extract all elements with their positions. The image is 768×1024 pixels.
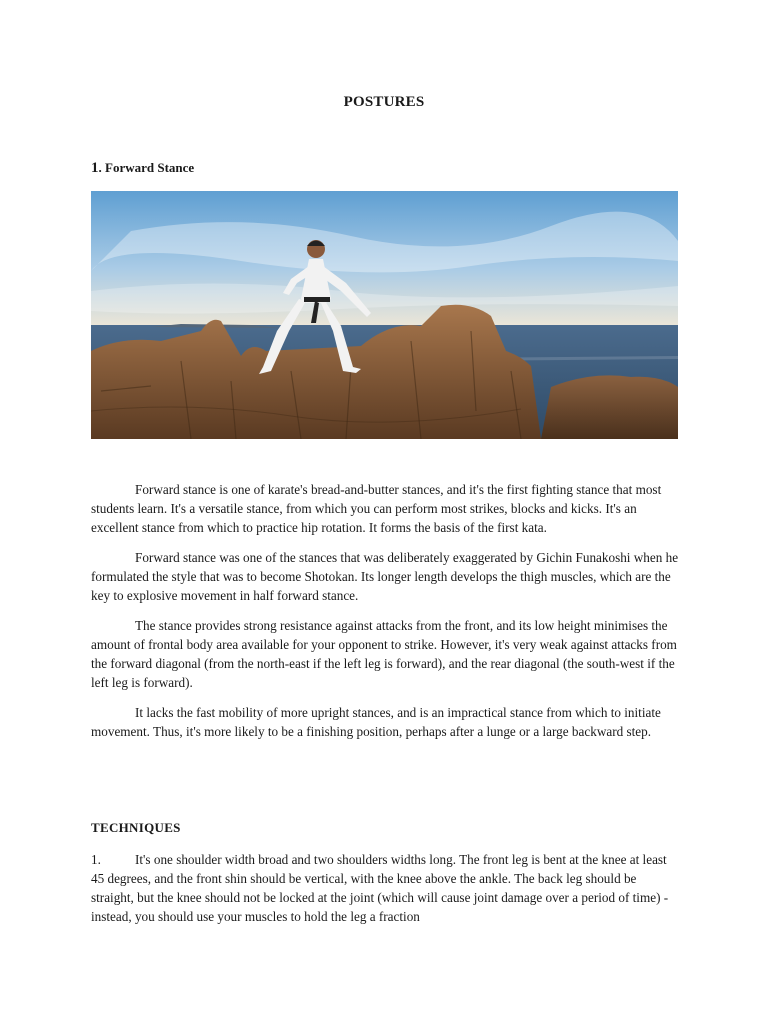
technique-number: 1. bbox=[91, 852, 101, 867]
technique-item bbox=[91, 850, 681, 926]
paragraph: It lacks the fast mobility of more upright stances, and is an impractical stance from which to initiate movement. Thus, it's more likely to be a finishing position, perhaps after a lunge or a large backward step. bbox=[91, 705, 661, 739]
section-title: Forward Stance bbox=[105, 160, 195, 175]
technique-text: It's one shoulder width broad and two shoulders widths long. The front leg is bent at the knee at least 45 degrees, and the front shin should be vertical, with the knee above the ankle. The back leg should be straight, but the knee should not be locked at the joint (which will cause joint damage over a period of time) - instead, you should use your muscles to hold the leg a fraction bbox=[91, 852, 669, 924]
page-title: POSTURES bbox=[343, 94, 425, 110]
paragraph: The stance provides strong resistance against attacks from the front, and its low height minimises the amount of frontal body area available for your opponent to strike. However, it's very weak against attacks from the forward diagonal (from the north-east if the left leg is forward), and the rear diagonal (the south-west if the left leg is forward). bbox=[91, 618, 677, 690]
forward-stance-photo bbox=[91, 191, 678, 439]
section-number: 1 bbox=[91, 160, 99, 176]
section-number-punct: . bbox=[98, 160, 102, 175]
body-text bbox=[91, 480, 681, 752]
photo-illustration bbox=[91, 191, 678, 439]
section-heading bbox=[91, 160, 194, 177]
paragraph: Forward stance is one of karate's bread-and-butter stances, and it's the first fighting stance that most students learn. It's a versatile stance, from which you can perform most strikes, blocks and kicks. It's an excellent stance from which to practice hip rotation. It forms the basis of the first kata. bbox=[91, 482, 662, 535]
paragraph: Forward stance was one of the stances that was deliberately exaggerated by Gichin Funakoshi when he formulated the style that was to become Shotokan. Its longer length develops the thigh muscles, which are the key to explosive movement in half forward stance. bbox=[91, 550, 679, 603]
techniques-heading: TECHNIQUES bbox=[91, 820, 181, 835]
